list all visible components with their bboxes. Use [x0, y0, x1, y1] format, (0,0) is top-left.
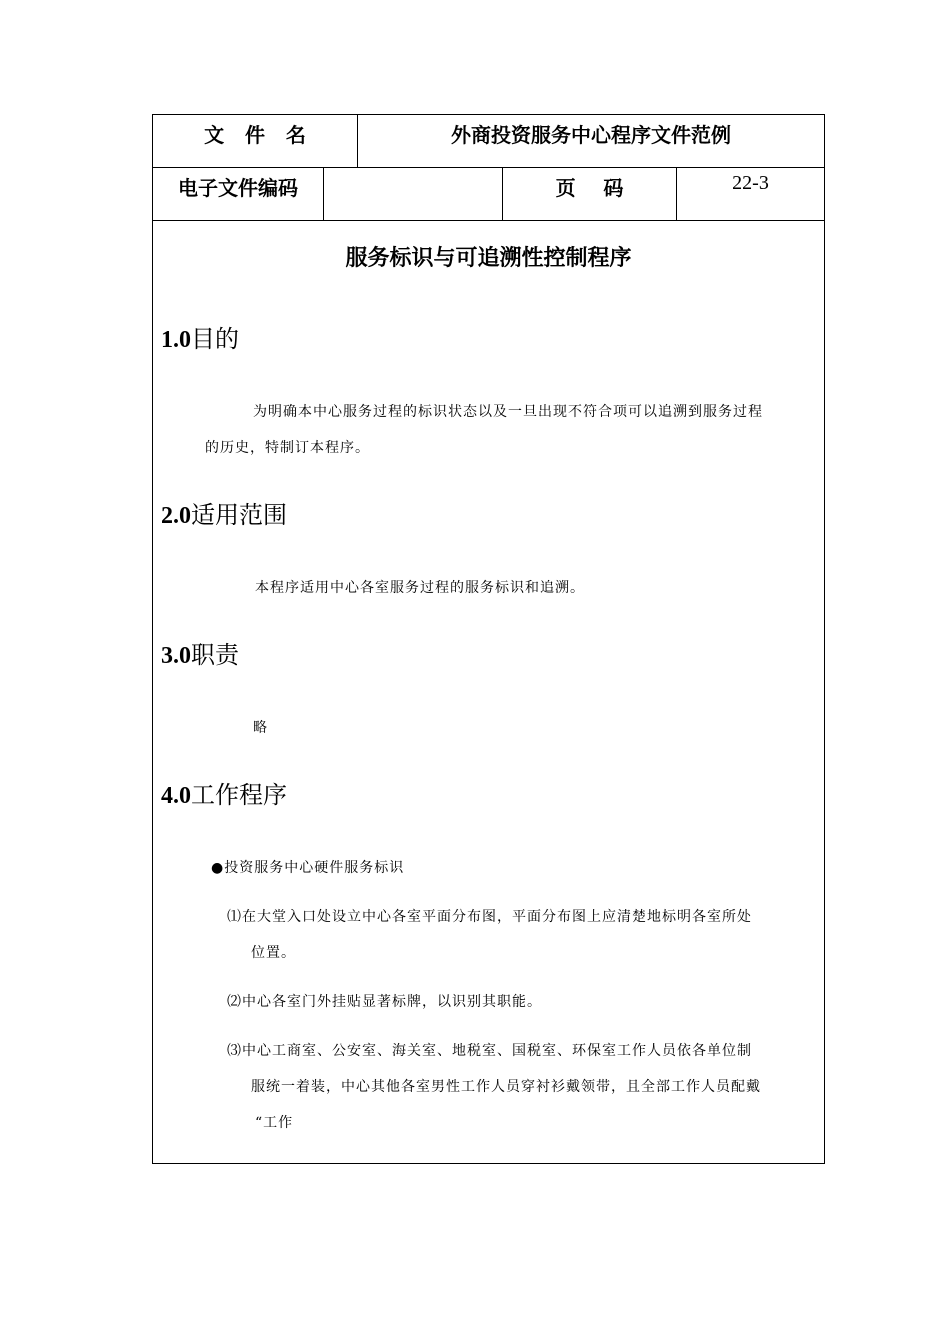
page-value-cell — [677, 168, 824, 220]
document-title: 服务标识与可追溯性控制程序 — [345, 246, 632, 271]
section-number: 3.0 — [161, 643, 191, 669]
list-item-line: ⑴在大堂入口处设立中心各室平面分布图，平面分布图上应清楚地标明各室所处 — [227, 909, 752, 925]
section-title: 工作程序 — [191, 781, 287, 809]
file-name-label-cell — [153, 115, 358, 167]
section-number: 4.0 — [161, 783, 191, 809]
page-label: 页 码 — [555, 176, 624, 200]
page-label-cell — [503, 168, 677, 220]
section-title: 适用范围 — [191, 501, 287, 529]
paragraph-line: 略 — [253, 720, 268, 736]
section-heading-1 — [161, 319, 239, 354]
section-number: 1.0 — [161, 327, 191, 353]
e-code-value-cell — [324, 168, 503, 220]
section-title: 职责 — [191, 641, 239, 669]
paragraph-line: 为明确本中心服务过程的标识状态以及一旦出现不符合项可以追溯到服务过程 — [253, 404, 763, 420]
section-number: 2.0 — [161, 503, 191, 529]
header-row-code-page — [153, 168, 824, 221]
paragraph-line: 本程序适用中心各室服务过程的服务标识和追溯。 — [255, 580, 585, 596]
e-code-label: 电子文件编码 — [178, 176, 298, 200]
section-heading-2 — [161, 495, 287, 530]
document-frame — [152, 114, 825, 1164]
list-item-line: ⑶中心工商室、公安室、海关室、地税室、国税室、环保室工作人员依各单位制 — [227, 1043, 752, 1059]
section-heading-3 — [161, 635, 239, 670]
page-value: 22-3 — [732, 172, 769, 194]
paragraph-line: 的历史，特制订本程序。 — [205, 440, 370, 456]
section-title: 目的 — [191, 325, 239, 353]
bullet-heading: ●投资服务中心硬件服务标识 — [211, 860, 405, 876]
e-code-label-cell — [153, 168, 324, 220]
list-item-line: “工作 — [255, 1115, 294, 1131]
file-name-value-cell — [358, 115, 824, 167]
section-heading-4 — [161, 775, 287, 810]
list-item-line: 服统一着装，中心其他各室男性工作人员穿衬衫戴领带，且全部工作人员配戴 — [251, 1079, 761, 1095]
list-item-line: 位置。 — [251, 945, 296, 961]
header-row-file-name — [153, 115, 824, 168]
file-name-label: 文 件 名 — [204, 123, 306, 147]
list-item-line: ⑵中心各室门外挂贴显著标牌，以识别其职能。 — [227, 994, 542, 1010]
file-name-value: 外商投资服务中心程序文件范例 — [451, 123, 731, 147]
